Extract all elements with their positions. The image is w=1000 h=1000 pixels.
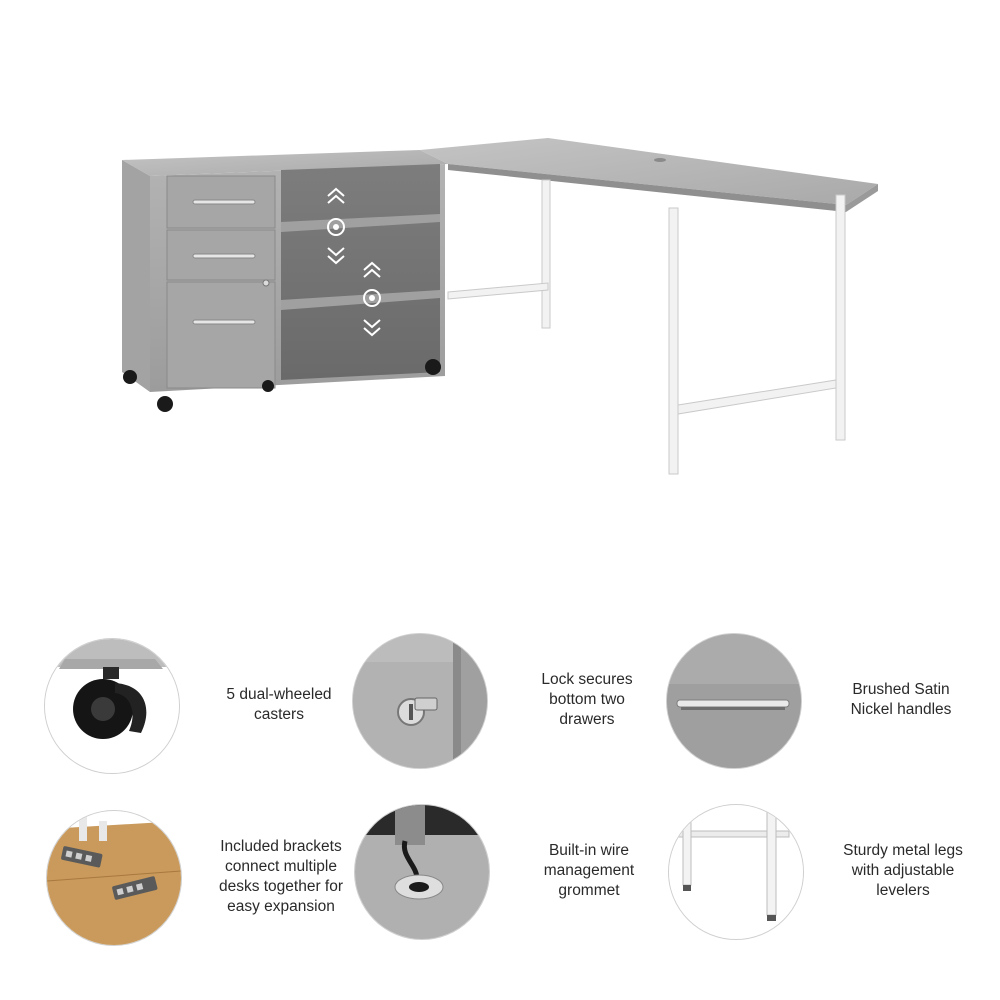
drawer-handle-icon xyxy=(666,633,802,769)
feature-handles xyxy=(666,633,996,773)
feature-casters-caption xyxy=(194,638,364,772)
caption-line: Sturdy metal legs xyxy=(843,842,963,859)
caption-line: Included brackets xyxy=(220,838,342,855)
feature-handles-caption xyxy=(816,633,986,767)
caster-wheel-icon xyxy=(44,638,180,774)
caption-line: Lock secures xyxy=(541,671,633,688)
caption-line: with adjustable xyxy=(851,862,955,879)
cabinet xyxy=(122,150,448,392)
drawer-lock-icon xyxy=(352,633,488,769)
caption-line: levelers xyxy=(876,882,930,899)
connector-bracket-icon xyxy=(46,810,182,946)
feature-lock xyxy=(352,633,682,773)
caption-line: Brushed Satin xyxy=(852,681,950,698)
caption-line: easy expansion xyxy=(227,898,335,915)
caption-line: desks together for xyxy=(218,878,344,895)
feature-lock-caption xyxy=(502,633,672,767)
caption-line: management xyxy=(543,862,635,879)
feature-brackets-caption xyxy=(196,810,366,944)
feature-grommet xyxy=(354,804,684,944)
metal-leg-icon xyxy=(668,804,804,940)
caption-line: grommet xyxy=(558,882,620,899)
metal-legs xyxy=(448,180,845,474)
feature-legs-caption xyxy=(818,804,988,938)
caption-line: 5 dual-wheeled xyxy=(226,686,332,703)
caption-line: bottom two xyxy=(549,691,625,708)
desk-surface xyxy=(420,138,878,212)
caption-line: Nickel handles xyxy=(850,701,952,718)
caption-line: casters xyxy=(254,706,304,723)
caption-line: connect multiple xyxy=(224,858,337,875)
feature-legs xyxy=(668,804,998,944)
caption-line: drawers xyxy=(559,711,615,728)
wire-grommet-icon xyxy=(354,804,490,940)
caption-line: Built-in wire xyxy=(548,842,630,859)
feature-brackets xyxy=(46,810,376,950)
feature-grommet-caption xyxy=(504,804,674,938)
feature-casters xyxy=(44,638,374,778)
